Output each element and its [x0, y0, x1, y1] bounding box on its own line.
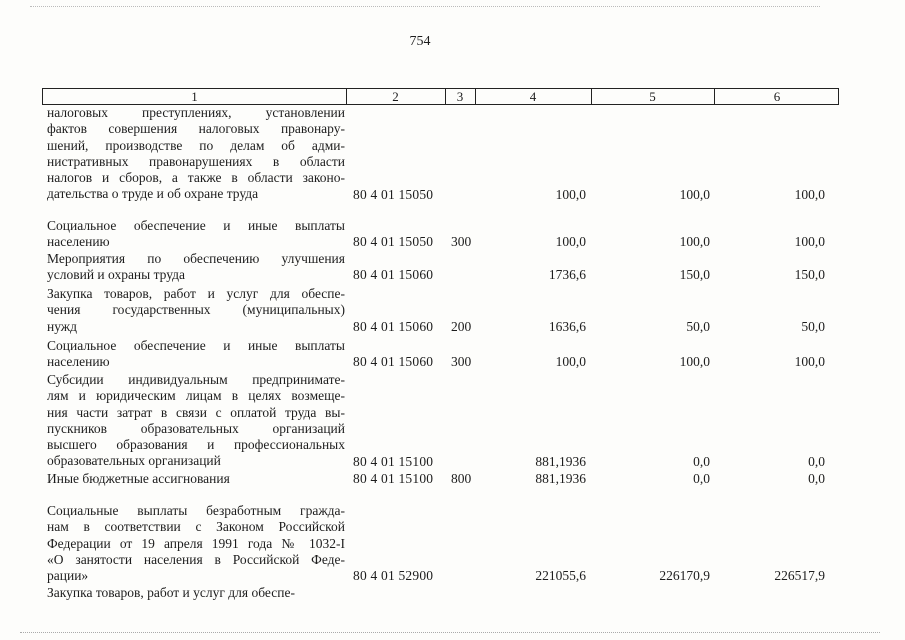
target-code: 80 4 01 15060	[353, 267, 434, 283]
row-description	[47, 251, 345, 284]
amount-col-6: 50,0	[801, 318, 825, 334]
table-row	[0, 503, 905, 585]
description-line: налоговых преступлениях, установлении	[47, 105, 345, 120]
amount-col-5: 100,0	[679, 234, 710, 250]
amount-col-4: 221055,6	[535, 568, 586, 584]
description-line: чения государственных (муниципальных)	[47, 302, 345, 318]
description-line: Мероприятия по обеспечению улучшения	[47, 251, 345, 266]
row-description	[47, 503, 345, 584]
description-line: Социальное обеспечение и иные выплаты	[47, 218, 345, 233]
header-col-5: 5	[649, 89, 656, 104]
table-body	[0, 105, 905, 625]
description-line: Социальное обеспечение и иные выплаты	[47, 338, 345, 353]
amount-col-5: 100,0	[679, 186, 710, 202]
amount-col-4: 100,0	[555, 234, 586, 250]
row-description	[47, 218, 345, 251]
description-line: нужд	[47, 318, 77, 334]
scan-artifact-top	[30, 6, 820, 8]
description-line: нистративных правонарушениях в области	[47, 153, 345, 169]
amount-col-6: 0,0	[808, 471, 825, 486]
description-line: рации»	[47, 568, 89, 584]
row-description	[47, 372, 345, 470]
table-header	[42, 88, 839, 105]
amount-col-6: 100,0	[794, 186, 825, 202]
amount-col-5: 0,0	[693, 471, 710, 486]
amount-col-4: 1636,6	[548, 318, 586, 334]
amount-col-6: 226517,9	[774, 568, 825, 584]
header-col-2: 2	[392, 89, 399, 104]
table-row	[0, 585, 905, 601]
amount-col-5: 50,0	[686, 318, 710, 334]
expense-type: 800	[451, 471, 472, 486]
description-line: Субсидии индивидуальным предпринимате-	[47, 372, 345, 387]
amount-col-6: 0,0	[808, 453, 825, 469]
description-line: населению	[47, 354, 110, 370]
description-line: шений, производстве по делам об адми-	[47, 137, 345, 153]
expense-type: 200	[451, 318, 472, 334]
description-line: пускников образовательных организаций	[47, 420, 345, 436]
amount-col-4: 100,0	[555, 354, 586, 370]
target-code: 80 4 01 15050	[353, 186, 434, 202]
target-code: 80 4 01 15050	[353, 234, 434, 250]
table-row	[0, 338, 905, 371]
description-line: населению	[47, 234, 110, 250]
amount-col-4: 881,1936	[535, 453, 586, 469]
row-description	[47, 471, 345, 487]
amount-col-6: 100,0	[794, 354, 825, 370]
amount-col-5: 150,0	[679, 267, 710, 283]
amount-col-5: 226170,9	[659, 568, 710, 584]
description-line: фактов совершения налоговых правонару-	[47, 121, 345, 137]
description-line: нам в соответствии с Законом Российской	[47, 519, 345, 535]
header-col-6: 6	[773, 89, 781, 104]
amount-col-4: 100,0	[555, 186, 586, 202]
table-row	[0, 105, 905, 203]
table-row	[0, 218, 905, 251]
amount-col-5: 100,0	[679, 354, 710, 370]
description-line: «О занятости населения в Российской Феде-	[47, 551, 345, 567]
amount-col-6: 100,0	[794, 234, 825, 250]
amount-col-4: 881,1936	[535, 471, 586, 486]
target-code: 80 4 01 52900	[353, 568, 434, 584]
header-col-4: 4	[529, 89, 537, 104]
header-col-1: 1	[191, 89, 198, 104]
header-col-3: 3	[456, 89, 464, 104]
target-code: 80 4 01 15100	[353, 453, 434, 469]
table-row	[0, 471, 905, 487]
amount-col-4: 1736,6	[548, 267, 586, 283]
expense-type: 300	[451, 354, 472, 370]
description-line: образовательных организаций	[47, 453, 221, 469]
description-line: Закупка товаров, работ и услуг для обеспе-	[47, 286, 345, 301]
row-description	[47, 585, 345, 601]
target-code: 80 4 01 15060	[353, 354, 434, 370]
row-description	[47, 338, 345, 371]
table-row	[0, 251, 905, 284]
description-line: Иные бюджетные ассигнования	[47, 471, 230, 486]
table-row	[0, 286, 905, 335]
amount-col-5: 0,0	[693, 453, 710, 469]
expense-type: 300	[451, 234, 472, 250]
target-code: 80 4 01 15060	[353, 318, 434, 334]
row-description	[47, 286, 345, 335]
description-line: Закупка товаров, работ и услуг для обеспе-	[47, 585, 295, 600]
description-line: лям и юридическим лицам в целях возмеще-	[47, 388, 345, 404]
description-line: условий и охраны труда	[47, 267, 185, 283]
scan-artifact-bottom	[20, 632, 880, 634]
amount-col-6: 150,0	[794, 267, 825, 283]
description-line: налогов и сборов, а также в области законо-	[47, 170, 345, 186]
description-line: высшего образования и профессиональных	[47, 437, 345, 453]
target-code: 80 4 01 15100	[353, 471, 434, 486]
row-description	[47, 105, 345, 203]
table-row	[0, 372, 905, 470]
description-line: Социальные выплаты безработным гражда-	[47, 503, 345, 518]
description-line: Федерации от 19 апреля 1991 года № 1032-I	[47, 535, 345, 551]
description-line: дательства о труде и об охране труда	[47, 186, 259, 202]
page-number: 754	[409, 34, 431, 49]
description-line: ния части затрат в связи с оплатой труда вы-	[47, 404, 345, 420]
